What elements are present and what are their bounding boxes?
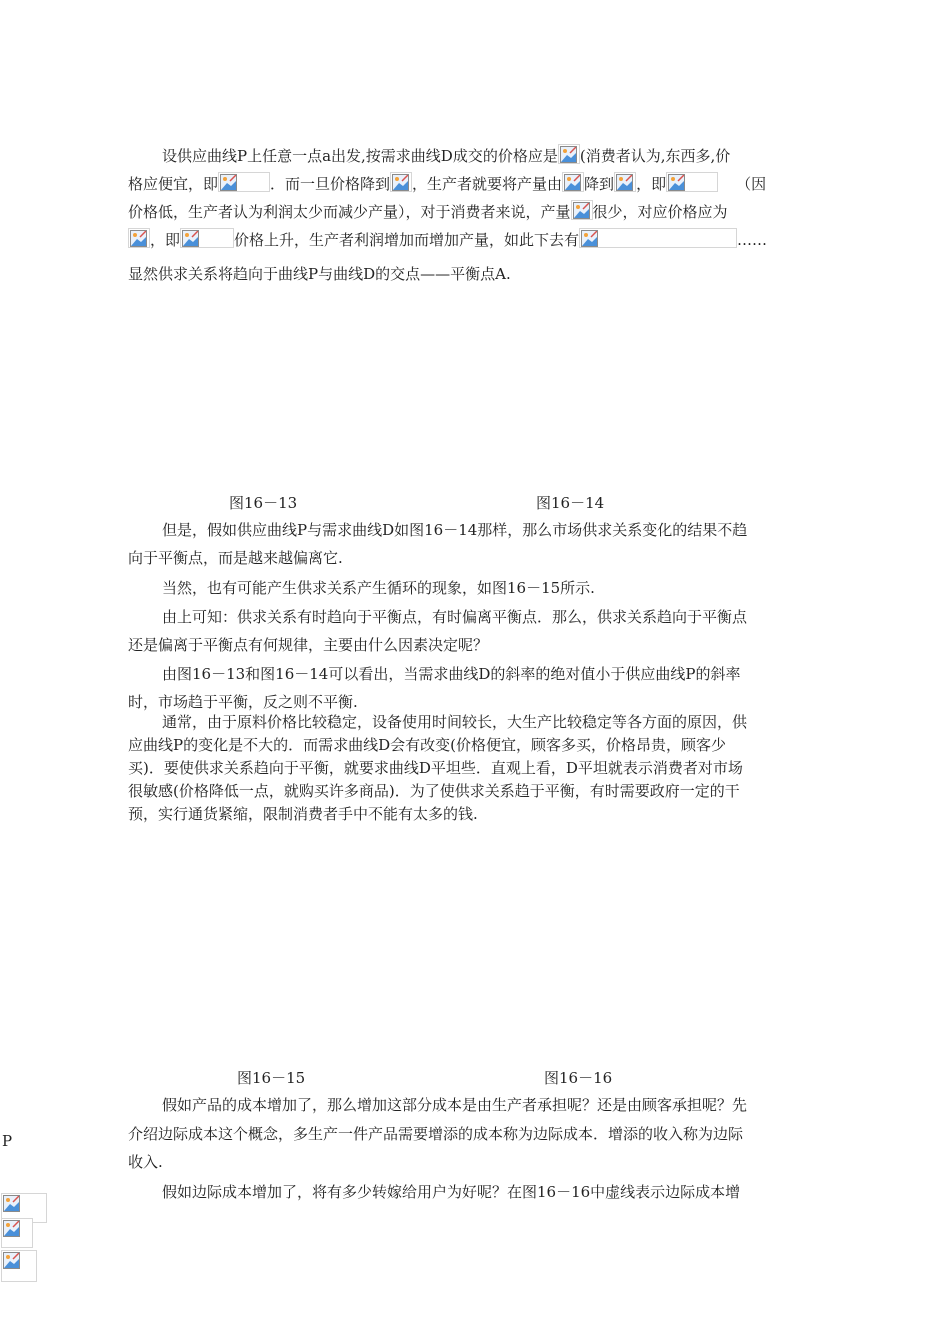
broken-image-icon bbox=[562, 172, 584, 192]
broken-image-icon bbox=[558, 144, 580, 164]
para1-line5 bbox=[128, 264, 511, 284]
paragraph-line: 介绍边际成本这个概念，多生产一件产品需要增添的成本称为边际成本．增添的收入称为边际 bbox=[128, 1125, 744, 1143]
text: ．而一旦价格降到 bbox=[270, 175, 391, 193]
broken-image-icon bbox=[579, 228, 737, 248]
paragraph-line: 收入. bbox=[128, 1153, 163, 1171]
broken-image-icon bbox=[128, 228, 150, 248]
paragraph-line: 向于平衡点，而是越来越偏离它. bbox=[128, 549, 343, 567]
text: ，即 bbox=[150, 231, 181, 249]
text: 降到 bbox=[584, 175, 615, 193]
text: 很少，对应价格应为 bbox=[592, 203, 728, 221]
paragraph-line: 由图16－13和图16－14可以看出，当需求曲线D的斜率的绝对值小于供应曲线P的斜率 bbox=[162, 665, 741, 683]
para1-line1 bbox=[162, 144, 730, 164]
text: ，生产者就要将产量由 bbox=[412, 175, 563, 193]
paragraph-line: 时，市场趋于平衡，反之则不平衡. bbox=[128, 693, 358, 711]
figure-caption: 图16－14 bbox=[536, 494, 605, 512]
side-label: P bbox=[2, 1132, 13, 1150]
paragraph-line: 假如边际成本增加了，将有多少转嫁给用户为好呢？在图16－16中虚线表示边际成本增 bbox=[162, 1183, 741, 1201]
paragraph-line: 但是，假如供应曲线P与需求曲线D如图16－14那样，那么市场供求关系变化的结果不趋 bbox=[162, 521, 748, 539]
para1-line3 bbox=[128, 200, 728, 220]
broken-image-icon bbox=[218, 172, 270, 192]
text: 设供应曲线P上任意一点a出发,按需求曲线D成交的价格应是 bbox=[162, 147, 558, 165]
text: 价格低，生产者认为利润太少而减少产量），对于消费者来说，产量 bbox=[128, 203, 571, 221]
text: 格应便宜，即 bbox=[128, 175, 219, 193]
text: …… bbox=[737, 231, 768, 249]
paragraph-line: 假如产品的成本增加了，那么增加这部分成本是由生产者承担呢？还是由顾客承担呢？先 bbox=[162, 1096, 748, 1114]
para1-line2 bbox=[128, 172, 766, 192]
broken-image-icon bbox=[1, 1250, 37, 1282]
broken-image-icon bbox=[571, 200, 593, 220]
figure-caption: 图16－16 bbox=[544, 1069, 613, 1087]
paragraph-line: 当然，也有可能产生供求关系产生循环的现象，如图16－15所示. bbox=[162, 579, 595, 597]
text: 显然供求关系将趋向于曲线P与曲线D的交点——平衡点A. bbox=[128, 265, 511, 283]
paragraph-line: 应曲线P的变化是不大的．而需求曲线D会有改变(价格便宜，顾客多买，价格昂贵，顾客少 bbox=[128, 736, 726, 754]
broken-image-icon bbox=[180, 228, 234, 248]
broken-image-icon bbox=[1, 1218, 33, 1248]
paragraph-line: 由上可知：供求关系有时趋向于平衡点，有时偏离平衡点．那么，供求关系趋向于平衡点 bbox=[162, 608, 748, 626]
broken-image-icon bbox=[390, 172, 412, 192]
text: ，即 bbox=[636, 175, 667, 193]
text: 价格上升，生产者利润增加而增加产量，如此下去有 bbox=[234, 231, 580, 249]
text: （因 bbox=[736, 175, 767, 193]
broken-image-icon bbox=[666, 172, 718, 192]
broken-image-icon bbox=[614, 172, 636, 192]
paragraph-line: 买)．要使供求关系趋向于平衡，就要求曲线D平坦些．直观上看，D平坦就表示消费者对市场 bbox=[128, 759, 743, 777]
figure-caption: 图16－13 bbox=[229, 494, 298, 512]
text: (消费者认为,东西多,价 bbox=[579, 147, 731, 165]
paragraph-line: 预，实行通货紧缩，限制消费者手中不能有太多的钱. bbox=[128, 805, 478, 823]
figure-caption: 图16－15 bbox=[237, 1069, 306, 1087]
paragraph-line: 通常，由于原料价格比较稳定，设备使用时间较长，大生产比较稳定等各方面的原因，供 bbox=[162, 713, 748, 731]
paragraph-line: 还是偏离于平衡点有何规律，主要由什么因素决定呢？ bbox=[128, 636, 489, 654]
para1-line4 bbox=[128, 228, 767, 248]
paragraph-line: 很敏感(价格降低一点，就购买许多商品)．为了使供求关系趋于平衡，有时需要政府一定的干 bbox=[128, 782, 740, 800]
